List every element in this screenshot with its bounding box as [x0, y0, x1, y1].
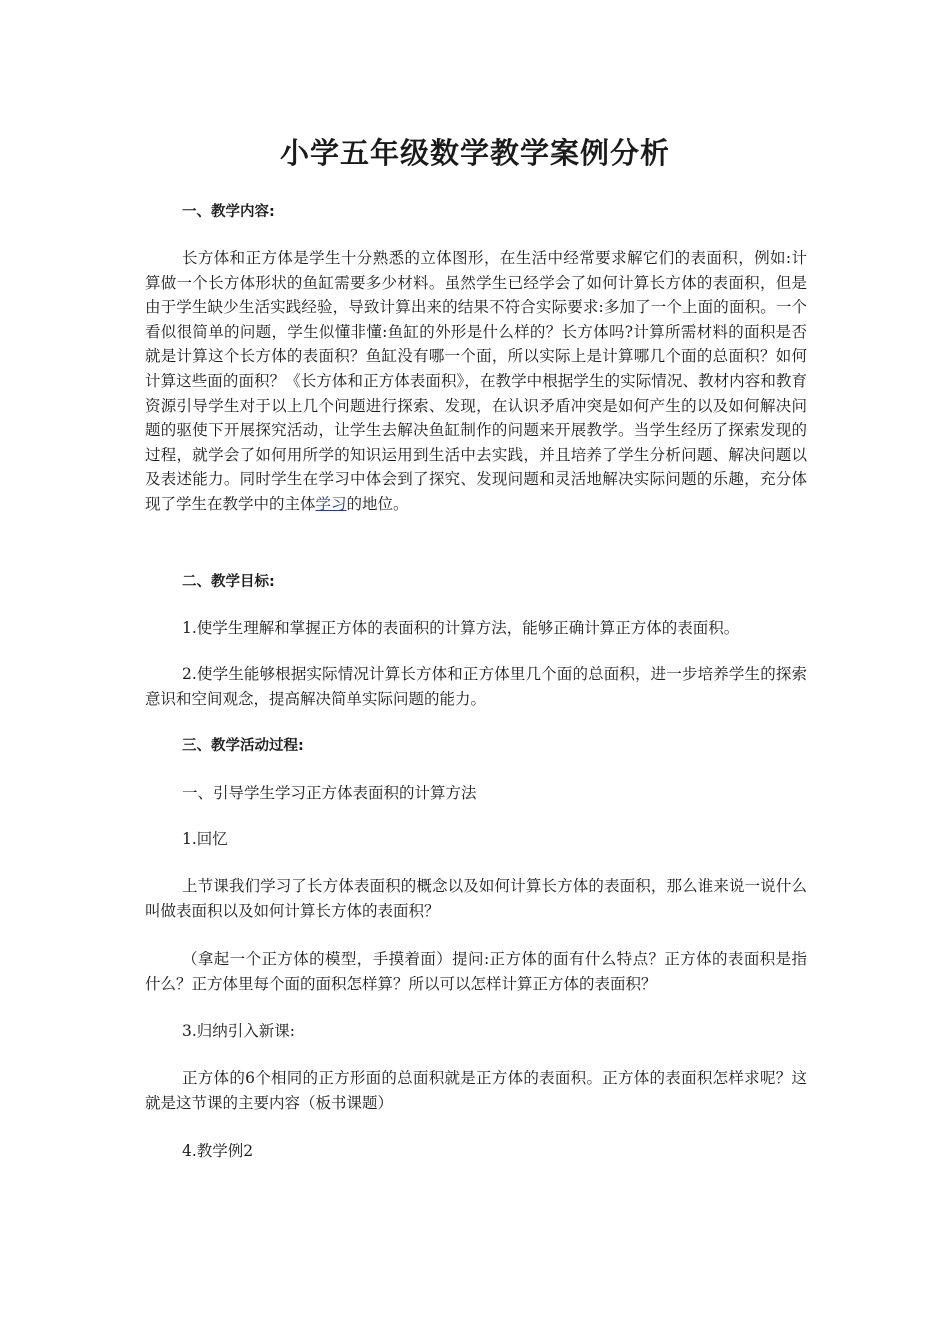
step-1-body: 上节课我们学习了长方体表面积的概念以及如何计算长方体的表面积，那么谁来说一说什么叫做表面积以及如何计算长方体的表面积？ [145, 877, 807, 920]
step-3-body: 正方体的6个相同的正方形面的总面积就是正方体的表面积。正方体的表面积怎样求呢？这就是这节课的主要内容（板书课题） [145, 1069, 807, 1112]
section-heading-process: 三、教学活动过程: [182, 738, 304, 754]
goal-item-1: 1.使学生理解和掌握正方体的表面积的计算方法，能够正确计算正方体的表面积。 [182, 619, 740, 637]
paragraph-text-end: 的地位。 [346, 494, 409, 513]
step-3-heading: 3.归纳引入新课: [182, 1022, 296, 1040]
section-heading-goals: 二、教学目标: [182, 574, 275, 590]
step-1-heading: 1.回忆 [182, 830, 228, 848]
process-intro: 一、引导学生学习正方体表面积的计算方法 [182, 784, 477, 802]
paragraph-content [145, 246, 807, 517]
paragraph-text: 长方体和正方体是学生十分熟悉的立体图形，在生活中经常要求解它们的表面积，例如:计算做一个长方体形状的鱼缸需要多少材料。虽然学生已经学会了如何计算长方体的表面积，但是由于学生缺少生活实践经验，导致计算出来的结果不符合实际要求:多加了一个上面的面积。一个看似很简单的问题，学生似懂非懂:鱼缸的外形是什么样的？长方体吗?计算所需材料的面积是否就是计算这个长方体的表面积？鱼缸没有哪一个面，所以实际上是计算哪几个面的总面积？如何计算这些面的面积？《长方体和正方体表面积》，在教学中根据学生的实际情况、教材内容和教育资源引导学生对于以上几个问题进行探索、发现，在认识矛盾冲突是如何产生的以及如何解决问题的驱使下开展探究活动，让学生去解决鱼缸制作的问题来开展教学。当学生经历了探索发现的过程，就学会了如何用所学的知识运用到生活中去实践，并且培养了学生分析问题、解决问题以及表述能力。同时学生在学习中体会到了探究、发现问题和灵活地解决实际问题的乐趣，充分体现了学生在教学中的主体 [145, 249, 807, 513]
section-heading-content: 一、教学内容: [182, 204, 275, 220]
step-2-body: （拿起一个正方体的模型，手摸着面）提问:正方体的面有什么特点？正方体的表面积是指什么？正方体里每个面的面积怎样算？所以可以怎样计算正方体的表面积？ [145, 950, 807, 993]
study-link[interactable]: 学习 [315, 494, 347, 513]
goal-item-2: 2.使学生能够根据实际情况计算长方体和正方体里几个面的总面积，进一步培养学生的探索意识和空间观念，提高解决简单实际问题的能力。 [145, 665, 807, 708]
page-title: 小学五年级数学教学案例分析 [279, 136, 670, 170]
step-4-heading: 4.教学例2 [182, 1142, 254, 1160]
